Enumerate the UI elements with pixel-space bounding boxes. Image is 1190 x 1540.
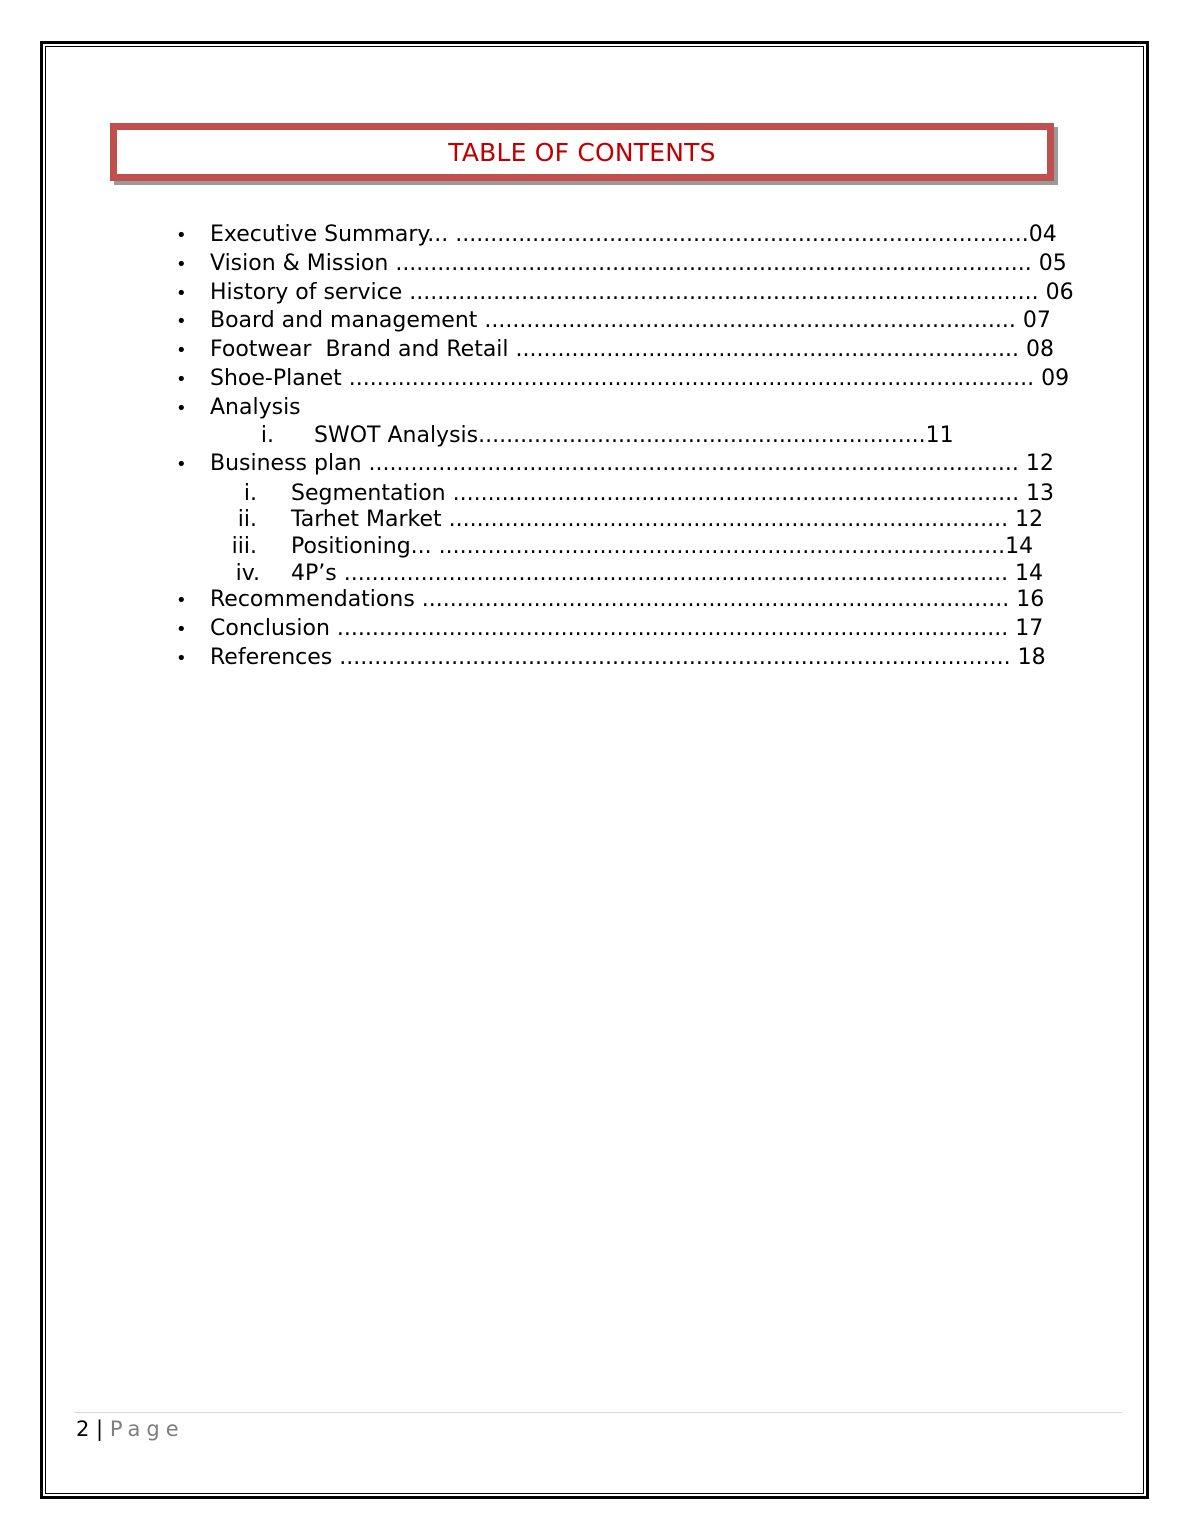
bullet-icon: • — [176, 311, 187, 332]
toc-title-box — [110, 123, 1054, 181]
toc-entry-4ps[interactable]: 4P’s ............................................................................................... 14 — [291, 561, 1044, 586]
page-number: 2 | — [76, 1417, 104, 1441]
bullet-icon: • — [176, 398, 187, 419]
roman-numeral: iii. — [231, 534, 257, 559]
page-label: Page — [109, 1417, 185, 1441]
toc-entry-board-management[interactable]: Board and management ............................................................................ 07 — [210, 308, 1051, 333]
toc-entry-analysis[interactable]: Analysis — [210, 395, 301, 420]
bullet-icon: • — [176, 648, 187, 669]
roman-numeral: i. — [260, 423, 274, 448]
toc-entry-vision-mission[interactable]: Vision & Mission ........................................................................................... 05 — [210, 251, 1067, 276]
bullet-icon: • — [176, 283, 187, 304]
bullet-icon: • — [176, 225, 187, 246]
toc-entry-positioning[interactable]: Positioning... .................................................................................14 — [291, 534, 1034, 559]
footer-divider — [74, 1412, 1122, 1413]
toc-entry-footwear-brand-retail[interactable]: Footwear Brand and Retail ........................................................................ 08 — [210, 337, 1055, 362]
bullet-icon: • — [176, 454, 187, 475]
toc-entry-conclusion[interactable]: Conclusion ................................................................................................ 17 — [210, 616, 1044, 641]
roman-numeral: iv. — [235, 561, 260, 586]
toc-entry-executive-summary[interactable]: Executive Summary... ..................................................................................04 — [210, 222, 1057, 247]
toc-entry-target-market[interactable]: Tarhet Market ................................................................................ 12 — [291, 507, 1044, 532]
toc-entry-recommendations[interactable]: Recommendations .................................................................................... 16 — [210, 587, 1045, 612]
bullet-icon: • — [176, 619, 187, 640]
toc-entry-history-of-service[interactable]: History of service .......................................................................................... 06 — [210, 280, 1074, 305]
bullet-icon: • — [176, 340, 187, 361]
toc-title: TABLE OF CONTENTS — [448, 137, 716, 167]
bullet-icon: • — [176, 369, 187, 390]
roman-numeral: i. — [243, 481, 257, 506]
bullet-icon: • — [176, 590, 187, 611]
toc-entry-references[interactable]: References ................................................................................................ 18 — [210, 645, 1046, 670]
bullet-icon: • — [176, 254, 187, 275]
toc-entry-shoe-planet[interactable]: Shoe-Planet .................................................................................................. 09 — [210, 366, 1070, 391]
toc-entry-business-plan[interactable]: Business plan ............................................................................................. 12 — [210, 451, 1054, 476]
page-footer — [76, 1415, 185, 1443]
toc-entry-swot-analysis[interactable]: SWOT Analysis................................................................11 — [314, 423, 954, 448]
roman-numeral: ii. — [237, 507, 257, 532]
toc-entry-segmentation[interactable]: Segmentation ................................................................................. 13 — [291, 481, 1055, 506]
